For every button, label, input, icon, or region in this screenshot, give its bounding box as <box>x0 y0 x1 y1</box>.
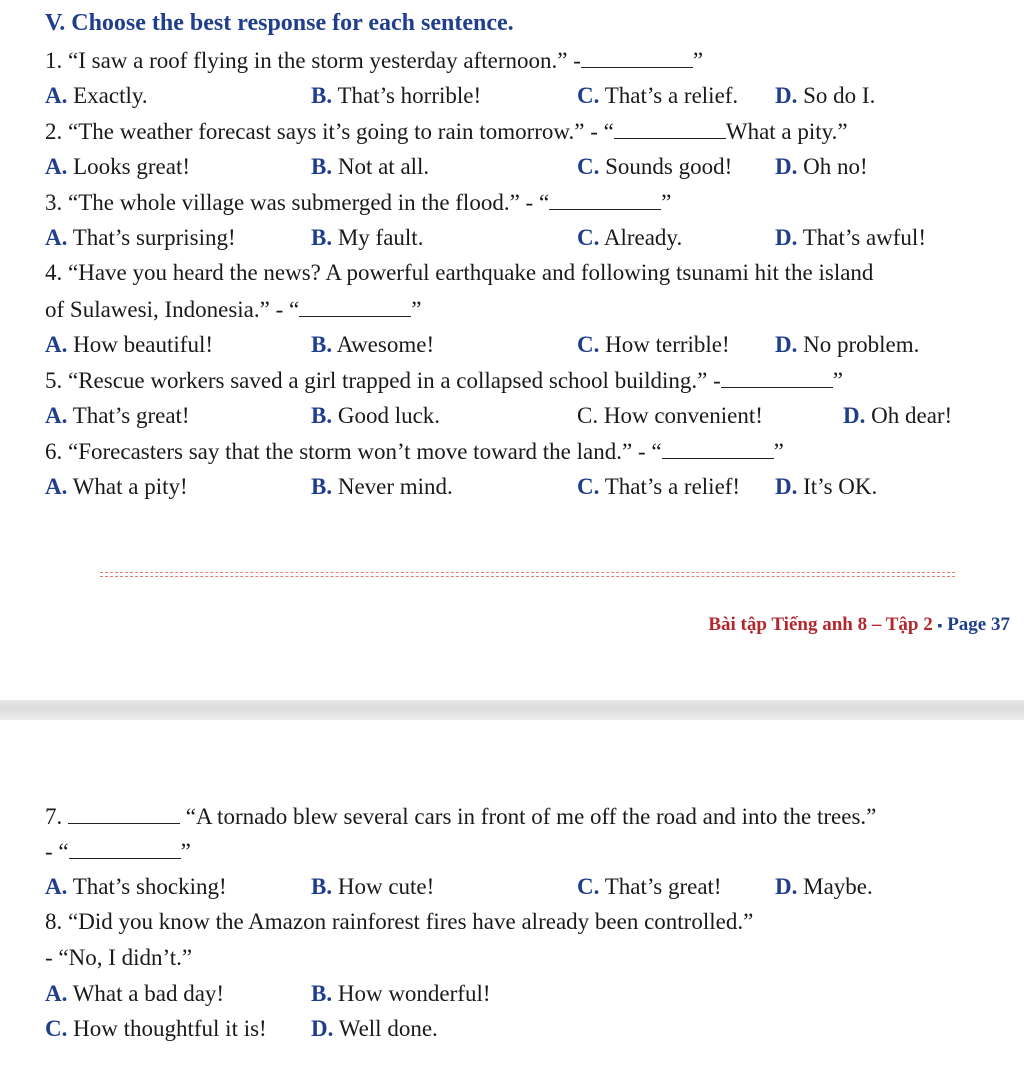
question-4-line2: of Sulawesi, Indonesia.” - “ ” <box>45 294 421 325</box>
q1-option-d: D. So do I. <box>775 83 876 108</box>
question-4-stem: 4. “Have you heard the news? A powerful earthquake and following tsunami hit the island <box>45 260 874 285</box>
q7-option-d: D. Maybe. <box>775 874 873 899</box>
q3-option-d: D. That’s awful! <box>775 225 926 250</box>
q2-option-d: D. Oh no! <box>775 154 868 179</box>
q2-option-b: B. Not at all. <box>311 154 430 179</box>
footer-page-number: Page 37 <box>947 614 1010 635</box>
q1-option-b: B. That’s horrible! <box>311 83 482 108</box>
q7-option-b: B. How cute! <box>311 874 435 899</box>
question-7: 7. “A tornado blew several cars in front of me off the road and into the trees.” <box>45 801 876 832</box>
q1-option-a: A. Exactly. <box>45 83 148 108</box>
question-6: 6. “Forecasters say that the storm won’t move toward the land.” - “ ” <box>45 436 784 467</box>
question-7-stem: “A tornado blew several cars in front of me off the road and into the trees.” <box>185 804 877 829</box>
question-4 <box>45 258 873 288</box>
answer-blank <box>299 294 411 317</box>
footer-separator: ▪ <box>937 619 943 634</box>
q6-option-d: D. It’s OK. <box>775 474 878 499</box>
answer-blank <box>614 116 726 139</box>
section-title: V. Choose the best response for each sentence. <box>45 10 514 36</box>
q6-option-a: A. What a pity! <box>45 474 188 499</box>
answer-blank <box>581 45 693 68</box>
question-1: 1. “I saw a roof flying in the storm yesterday afternoon.” - ” <box>45 45 703 76</box>
q7-option-a: A. That’s shocking! <box>45 874 227 899</box>
q1-option-c: C. That’s a relief. <box>577 83 739 108</box>
question-2-stem: 2. “The weather forecast says it’s going to rain tomorrow.” - “ <box>45 119 614 144</box>
q5-option-d: D. Oh dear! <box>843 403 953 428</box>
q8-option-a: A. What a bad day! <box>45 981 225 1006</box>
question-8-line2: - “No, I didn’t.” <box>45 945 193 970</box>
answer-blank <box>721 365 833 388</box>
q7-option-c: C. That’s great! <box>577 874 722 899</box>
question-3: 3. “The whole village was submerged in the flood.” - “ ” <box>45 187 671 218</box>
q8-option-b: B. How wonderful! <box>311 981 491 1006</box>
page-divider <box>100 572 955 584</box>
answer-blank <box>662 436 774 459</box>
q4-option-a: A. How beautiful! <box>45 332 214 357</box>
question-2: 2. “The weather forecast says it’s going to rain tomorrow.” - “ What a pity.” <box>45 116 848 147</box>
question-6-stem: 6. “Forecasters say that the storm won’t move toward the land.” - “ <box>45 439 662 464</box>
question-8-stem: 8. “Did you know the Amazon rainforest fires have already been controlled.” <box>45 909 754 934</box>
question-5: 5. “Rescue workers saved a girl trapped in a collapsed school building.” - ” <box>45 365 843 396</box>
q5-option-a: A. That’s great! <box>45 403 190 428</box>
question-5-stem: 5. “Rescue workers saved a girl trapped in a collapsed school building.” - <box>45 368 721 393</box>
question-1-stem: 1. “I saw a roof flying in the storm yesterday afternoon.” - <box>45 48 581 73</box>
answer-blank <box>549 187 661 210</box>
q8-option-c: C. How thoughtful it is! <box>45 1016 267 1041</box>
footer-book-title: Bài tập Tiếng anh 8 – Tập 2 <box>708 614 933 635</box>
answer-blank <box>68 801 180 824</box>
question-3-stem: 3. “The whole village was submerged in the flood.” - “ <box>45 190 550 215</box>
answer-blank <box>69 836 181 859</box>
q2-option-a: A. Looks great! <box>45 154 191 179</box>
q3-option-c: C. Already. <box>577 225 683 250</box>
q5-option-b: B. Good luck. <box>311 403 441 428</box>
q2-option-c: C. Sounds good! <box>577 154 733 179</box>
q4-option-c: C. How terrible! <box>577 332 730 357</box>
q4-option-b: B. Awesome! <box>311 332 435 357</box>
q4-option-d: D. No problem. <box>775 332 920 357</box>
page-break <box>0 700 1024 720</box>
q8-option-d: D. Well done. <box>311 1016 438 1041</box>
q6-option-b: B. Never mind. <box>311 474 453 499</box>
q3-option-a: A. That’s surprising! <box>45 225 236 250</box>
q6-option-c: C. That’s a relief! <box>577 474 741 499</box>
page-footer <box>708 614 1010 636</box>
q3-option-b: B. My fault. <box>311 225 424 250</box>
q5-option-c: C. How convenient! <box>577 403 763 428</box>
question-7-line2: - “ ” <box>45 836 191 867</box>
question-8 <box>45 907 753 937</box>
